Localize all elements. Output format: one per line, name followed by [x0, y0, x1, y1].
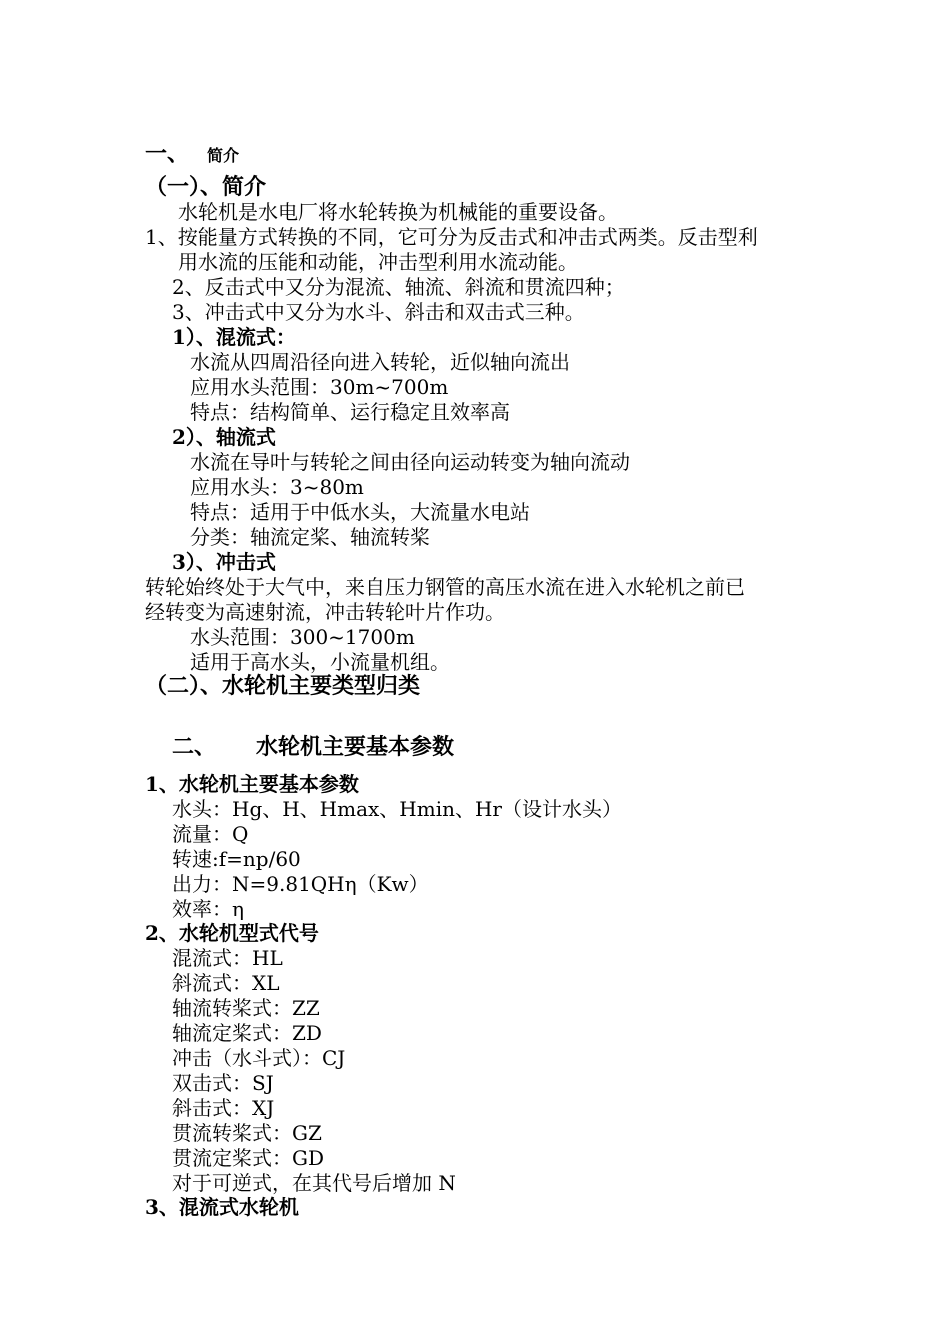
paragraph-2: 2、反击式中又分为混流、轴流、斜流和贯流四种； — [172, 275, 625, 299]
axial-flow-line-2: 应用水头：3~80m — [190, 475, 364, 499]
code-item: 贯流定桨式：GD — [172, 1146, 325, 1170]
code-item: 斜流式：XL — [172, 971, 280, 995]
axial-flow-line-4: 分类：轴流定桨、轴流转桨 — [190, 525, 430, 549]
subsection-2-heading: （二）、水轮机主要类型归类 — [145, 673, 421, 699]
param-item: 水头：Hg、H、Hmax、Hmin、Hr（设计水头） — [172, 797, 622, 821]
params-heading: 1、水轮机主要基本参数 — [145, 772, 359, 796]
mixed-flow-line-1: 水流从四周沿径向进入转轮，近似轴向流出 — [190, 350, 570, 374]
section-2-number: 二、 — [172, 734, 217, 760]
code-item: 斜击式：XJ — [172, 1096, 275, 1120]
impulse-paragraph-line-1: 转轮始终处于大气中，来自压力钢管的高压水流在进入水轮机之前已 — [145, 575, 745, 599]
section-2-title: 水轮机主要基本参数 — [256, 734, 455, 760]
mixed-turbine-heading: 3、混流式水轮机 — [145, 1195, 299, 1219]
code-item: 轴流转桨式：ZZ — [172, 996, 320, 1020]
codes-heading: 2、水轮机型式代号 — [145, 921, 319, 945]
mixed-flow-line-2: 应用水头范围：30m~700m — [190, 375, 449, 399]
code-item: 对于可逆式，在其代号后增加 N — [172, 1171, 456, 1195]
section-1-title: 简介 — [207, 146, 240, 165]
section-2-heading — [172, 733, 454, 761]
paragraph-1-line-2: 用水流的压能和动能，冲击型利用水流动能。 — [178, 250, 578, 274]
axial-flow-heading: 2）、轴流式 — [172, 425, 276, 449]
section-1-number: 一、 — [145, 141, 190, 167]
code-item: 双击式：SJ — [172, 1071, 274, 1095]
paragraph-3: 3、冲击式中又分为水斗、斜击和双击式三种。 — [172, 300, 585, 324]
code-item: 冲击（水斗式）：CJ — [172, 1046, 346, 1070]
code-item: 轴流定桨式：ZD — [172, 1021, 322, 1045]
axial-flow-line-3: 特点：适用于中低水头，大流量水电站 — [190, 500, 530, 524]
mixed-flow-line-3: 特点：结构简单、运行稳定且效率高 — [190, 400, 510, 424]
section-1-heading — [145, 140, 239, 170]
impulse-line-2: 适用于高水头，小流量机组。 — [190, 650, 450, 674]
impulse-paragraph-line-2: 经转变为高速射流，冲击转轮叶片作功。 — [145, 600, 505, 624]
axial-flow-line-1: 水流在导叶与转轮之间由径向运动转变为轴向流动 — [190, 450, 630, 474]
param-item: 转速:f=np/60 — [172, 847, 301, 871]
subsection-1-heading: （一）、简介 — [145, 174, 267, 200]
impulse-line-1: 水头范围：300~1700m — [190, 625, 415, 649]
paragraph-1-line-1: 1、按能量方式转换的不同，它可分为反击式和冲击式两类。反击型利 — [145, 225, 758, 249]
mixed-flow-heading: 1）、混流式： — [172, 325, 296, 349]
code-item: 混流式：HL — [172, 946, 283, 970]
intro-paragraph: 水轮机是水电厂将水轮转换为机械能的重要设备。 — [178, 200, 618, 224]
code-item: 贯流转桨式：GZ — [172, 1121, 322, 1145]
param-item: 效率：η — [172, 897, 244, 921]
impulse-heading: 3）、冲击式 — [172, 550, 276, 574]
param-item: 流量：Q — [172, 822, 249, 846]
param-item: 出力：N=9.81QHη（Kw） — [172, 872, 429, 896]
